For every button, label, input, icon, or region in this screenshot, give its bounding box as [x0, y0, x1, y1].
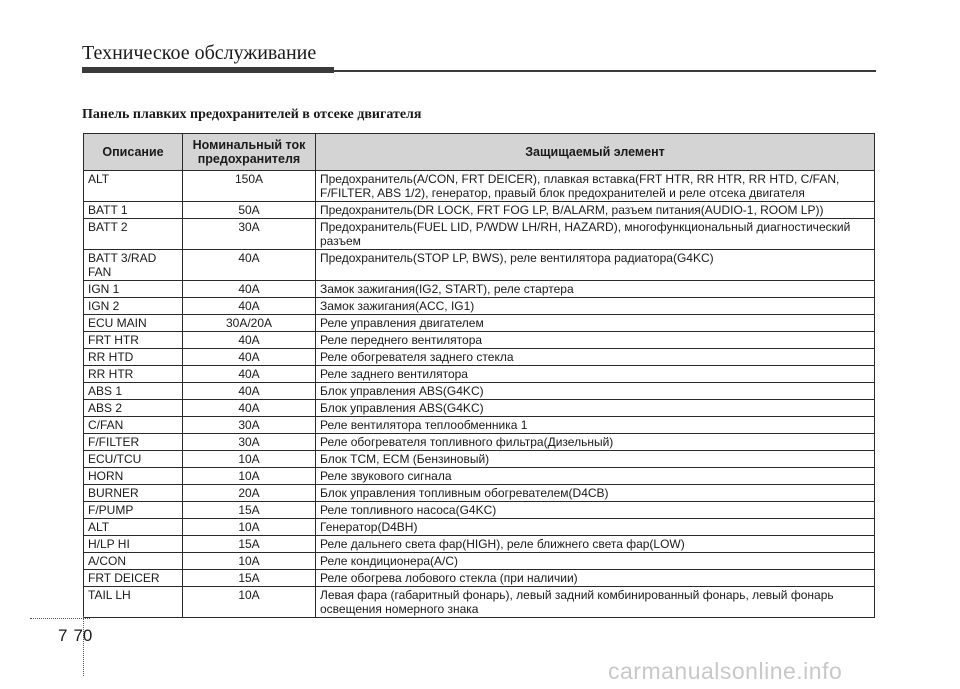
cell-protected-item: Реле обогрева лобового стекла (при наличии): [316, 570, 875, 587]
cell-rating: 150A: [183, 171, 316, 202]
cell-protected-item: Замок зажигания(IG2, START), реле стартера: [316, 281, 875, 298]
cell-rating: 40A: [183, 298, 316, 315]
cell-rating: 10A: [183, 468, 316, 485]
cell-rating: 40A: [183, 349, 316, 366]
table-row: [84, 332, 875, 349]
cell-protected-item: Реле топливного насоса(G4KC): [316, 502, 875, 519]
cell-description: ABS 2: [84, 400, 183, 417]
table-row: [84, 202, 875, 219]
header-rule-thin: [334, 70, 876, 72]
table-row: [84, 366, 875, 383]
table-row: [84, 349, 875, 366]
cell-protected-item: Замок зажигания(ACC, IG1): [316, 298, 875, 315]
cell-protected-item: Предохранитель(FUEL LID, P/WDW LH/RH, HAZARD), многофункциональный диагностический разъем: [316, 219, 875, 250]
cell-rating: 30A: [183, 417, 316, 434]
cell-rating: 30A: [183, 219, 316, 250]
cell-description: FRT HTR: [84, 332, 183, 349]
table-row: [84, 298, 875, 315]
page-number-value: 70: [73, 626, 93, 645]
table-row: [84, 434, 875, 451]
cell-protected-item: Реле кондиционера(A/C): [316, 553, 875, 570]
cell-protected-item: Реле заднего вентилятора: [316, 366, 875, 383]
cell-description: BURNER: [84, 485, 183, 502]
table-row: [84, 536, 875, 553]
footer-divider-vertical: [83, 616, 84, 676]
table-row: [84, 250, 875, 281]
cell-description: RR HTR: [84, 366, 183, 383]
cell-rating: 30A: [183, 434, 316, 451]
cell-description: ECU/TCU: [84, 451, 183, 468]
cell-rating: 40A: [183, 400, 316, 417]
cell-rating: 40A: [183, 281, 316, 298]
column-header-description: Описание: [84, 134, 183, 171]
cell-protected-item: Блок управления топливным обогревателем(D4CB): [316, 485, 875, 502]
cell-protected-item: Блок TCM, ECM (Бензиновый): [316, 451, 875, 468]
table-row: [84, 383, 875, 400]
table-row: [84, 315, 875, 332]
cell-rating: 15A: [183, 502, 316, 519]
fuse-table: [83, 133, 875, 618]
cell-protected-item: Предохранитель(STOP LP, BWS), реле вентилятора радиатора(G4KC): [316, 250, 875, 281]
footer-divider-horizontal: [30, 618, 90, 619]
cell-rating: 40A: [183, 383, 316, 400]
chapter-title: Техническое обслуживание: [82, 42, 317, 64]
cell-protected-item: Предохранитель(DR LOCK, FRT FOG LP, B/ALARM, разъем питания(AUDIO-1, ROOM LP)): [316, 202, 875, 219]
table-row: [84, 219, 875, 250]
header-rule-thick: [82, 67, 334, 73]
page-number: [58, 626, 92, 646]
cell-rating: 10A: [183, 587, 316, 618]
chapter-number: 7: [58, 626, 68, 645]
cell-description: F/PUMP: [84, 502, 183, 519]
cell-protected-item: Реле звукового сигнала: [316, 468, 875, 485]
cell-description: HORN: [84, 468, 183, 485]
cell-protected-item: Блок управления ABS(G4KC): [316, 400, 875, 417]
cell-rating: 10A: [183, 451, 316, 468]
cell-description: F/FILTER: [84, 434, 183, 451]
cell-protected-item: Реле дальнего света фар(HIGH), реле ближнего света фар(LOW): [316, 536, 875, 553]
cell-protected-item: Левая фара (габаритный фонарь), левый задний комбинированный фонарь, левый фонарь освещения номерного знака: [316, 587, 875, 618]
cell-protected-item: Предохранитель(A/CON, FRT DEICER), плавкая вставка(FRT HTR, RR HTR, RR HTD, C/FAN, F/FILTER, ABS 1/2), генератор, правый блок предохранителей и реле отсека двигателя: [316, 171, 875, 202]
cell-protected-item: Реле переднего вентилятора: [316, 332, 875, 349]
cell-description: ECU MAIN: [84, 315, 183, 332]
cell-description: ALT: [84, 519, 183, 536]
cell-description: FRT DEICER: [84, 570, 183, 587]
table-row: [84, 417, 875, 434]
cell-description: A/CON: [84, 553, 183, 570]
cell-rating: 15A: [183, 536, 316, 553]
cell-rating: 10A: [183, 519, 316, 536]
table-row: [84, 171, 875, 202]
section-title: Панель плавких предохранителей в отсеке двигателя: [82, 107, 422, 122]
cell-description: IGN 1: [84, 281, 183, 298]
cell-protected-item: Реле управления двигателем: [316, 315, 875, 332]
table-row: [84, 468, 875, 485]
cell-description: IGN 2: [84, 298, 183, 315]
table-row: [84, 451, 875, 468]
table-row: [84, 485, 875, 502]
table-row: [84, 519, 875, 536]
cell-description: C/FAN: [84, 417, 183, 434]
cell-description: BATT 1: [84, 202, 183, 219]
table-row: [84, 400, 875, 417]
cell-description: ALT: [84, 171, 183, 202]
fuse-table-body: [84, 171, 875, 618]
cell-rating: 50A: [183, 202, 316, 219]
cell-rating: 20A: [183, 485, 316, 502]
table-row: [84, 281, 875, 298]
table-row: [84, 587, 875, 618]
cell-rating: 10A: [183, 553, 316, 570]
cell-rating: 30A/20A: [183, 315, 316, 332]
cell-protected-item: Блок управления ABS(G4KC): [316, 383, 875, 400]
cell-rating: 40A: [183, 250, 316, 281]
cell-rating: 40A: [183, 366, 316, 383]
cell-rating: 40A: [183, 332, 316, 349]
cell-rating: 15A: [183, 570, 316, 587]
cell-protected-item: Реле обогревателя заднего стекла: [316, 349, 875, 366]
cell-protected-item: Генератор(D4BH): [316, 519, 875, 536]
cell-description: TAIL LH: [84, 587, 183, 618]
cell-description: H/LP HI: [84, 536, 183, 553]
table-row: [84, 553, 875, 570]
cell-description: BATT 2: [84, 219, 183, 250]
watermark: carmanualsonline.info: [608, 658, 843, 684]
table-row: [84, 502, 875, 519]
cell-protected-item: Реле вентилятора теплообменника 1: [316, 417, 875, 434]
cell-description: RR HTD: [84, 349, 183, 366]
cell-description: ABS 1: [84, 383, 183, 400]
column-header-protected-item: Защищаемый элемент: [316, 134, 875, 171]
cell-protected-item: Реле обогревателя топливного фильтра(Дизельный): [316, 434, 875, 451]
column-header-rating: Номинальный ток предохранителя: [183, 134, 316, 171]
table-header-row: [84, 134, 875, 171]
table-row: [84, 570, 875, 587]
cell-description: BATT 3/RAD FAN: [84, 250, 183, 281]
